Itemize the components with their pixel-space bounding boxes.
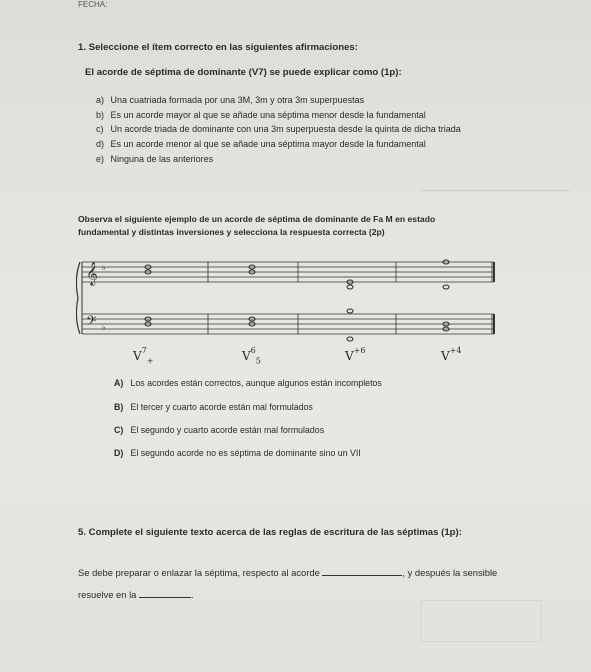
svg-text:♭: ♭ bbox=[102, 263, 106, 272]
option-letter: e) bbox=[96, 154, 105, 164]
fill-sentence-1 bbox=[78, 565, 497, 578]
chord-label-sup: 7 bbox=[141, 346, 147, 355]
fill-blank-2[interactable] bbox=[139, 587, 191, 598]
chord-label-base: V bbox=[345, 349, 354, 363]
svg-text:𝄢: 𝄢 bbox=[86, 313, 97, 332]
question-1-title: 1. Seleccione el ítem correcto en las siguientes afirmaciones: bbox=[78, 42, 358, 53]
option-b[interactable] bbox=[96, 110, 426, 120]
chord-label-sub: + bbox=[146, 356, 154, 366]
fill-text: , y después la sensible bbox=[402, 567, 498, 578]
fill-blank-1[interactable] bbox=[322, 565, 402, 576]
show-through-mark bbox=[420, 190, 570, 191]
option-text: Ninguna de las anteriores bbox=[110, 154, 214, 164]
chord-label-base: V bbox=[133, 349, 142, 363]
fill-text: . bbox=[190, 589, 194, 600]
question-1-statement: El acorde de séptima de dominante (V7) se puede explicar como (1p): bbox=[85, 67, 402, 78]
chord-label-sub: 5 bbox=[255, 356, 261, 366]
chord-label-2 bbox=[242, 348, 261, 365]
question-2-line-2: fundamental y distintas inversiones y selecciona la respuesta correcta (2p) bbox=[78, 227, 385, 237]
answer-c[interactable] bbox=[114, 425, 324, 435]
option-e[interactable] bbox=[96, 154, 213, 164]
question-2-line-1: Observa el siguiente ejemplo de un acorde de séptima de dominante de Fa M en estado bbox=[78, 214, 436, 224]
option-letter: d) bbox=[96, 139, 105, 149]
option-text: Una cuatriada formada por una 3M, 3m y otra 3m superpuestas bbox=[110, 95, 365, 105]
chord-label-sup: +6 bbox=[353, 346, 366, 355]
chord-label-sup: +4 bbox=[449, 346, 462, 355]
answer-text: El segundo acorde no es séptima de dominante sino un VII bbox=[130, 448, 361, 458]
option-text: Es un acorde mayor al que se añade una séptima menor desde la fundamental bbox=[110, 110, 426, 120]
fill-sentence-2 bbox=[78, 587, 194, 600]
option-letter: b) bbox=[96, 110, 105, 120]
chord-label-3 bbox=[345, 348, 365, 363]
answer-letter: D) bbox=[114, 448, 124, 458]
answer-text: El tercer y cuarto acorde están mal formulados bbox=[130, 402, 313, 412]
option-text: Es un acorde menor al que se añade una séptima mayor desde la fundamental bbox=[110, 139, 426, 149]
answer-letter: B) bbox=[114, 402, 124, 412]
question-5-title: 5. Complete el siguiente texto acerca de las reglas de escritura de las séptimas (1p): bbox=[78, 527, 462, 538]
answer-d[interactable] bbox=[114, 448, 361, 458]
option-d[interactable] bbox=[96, 139, 426, 149]
option-a[interactable] bbox=[96, 95, 364, 105]
fill-text: Se debe preparar o enlazar la séptima, respecto al acorde bbox=[78, 567, 320, 578]
answer-text: Los acordes están correctos, aunque algunos están incompletos bbox=[130, 378, 382, 388]
chord-label-1 bbox=[133, 348, 153, 365]
svg-text:♭: ♭ bbox=[102, 323, 106, 332]
fill-text: resuelve en la bbox=[78, 589, 137, 600]
answer-a[interactable] bbox=[114, 378, 382, 388]
chord-label-base: V bbox=[441, 349, 450, 363]
answer-letter: C) bbox=[114, 425, 124, 435]
grand-staff-score bbox=[76, 258, 496, 342]
answer-b[interactable] bbox=[114, 402, 313, 412]
option-text: Un acorde triada de dominante con una 3m superpuesta desde la quinta de dicha triada bbox=[110, 124, 461, 134]
answer-letter: A) bbox=[114, 378, 124, 388]
answer-text: El segundo y cuarto acorde están mal formulados bbox=[130, 425, 325, 435]
option-letter: c) bbox=[96, 124, 104, 134]
show-through-mark bbox=[420, 600, 542, 642]
chord-label-base: V bbox=[242, 349, 251, 363]
chord-label-sup: 6 bbox=[250, 346, 256, 355]
option-letter: a) bbox=[96, 95, 105, 105]
option-c[interactable] bbox=[96, 124, 461, 134]
svg-text:𝄞: 𝄞 bbox=[86, 261, 98, 285]
chord-label-4 bbox=[441, 348, 461, 363]
date-label: FECHA: bbox=[78, 0, 108, 9]
